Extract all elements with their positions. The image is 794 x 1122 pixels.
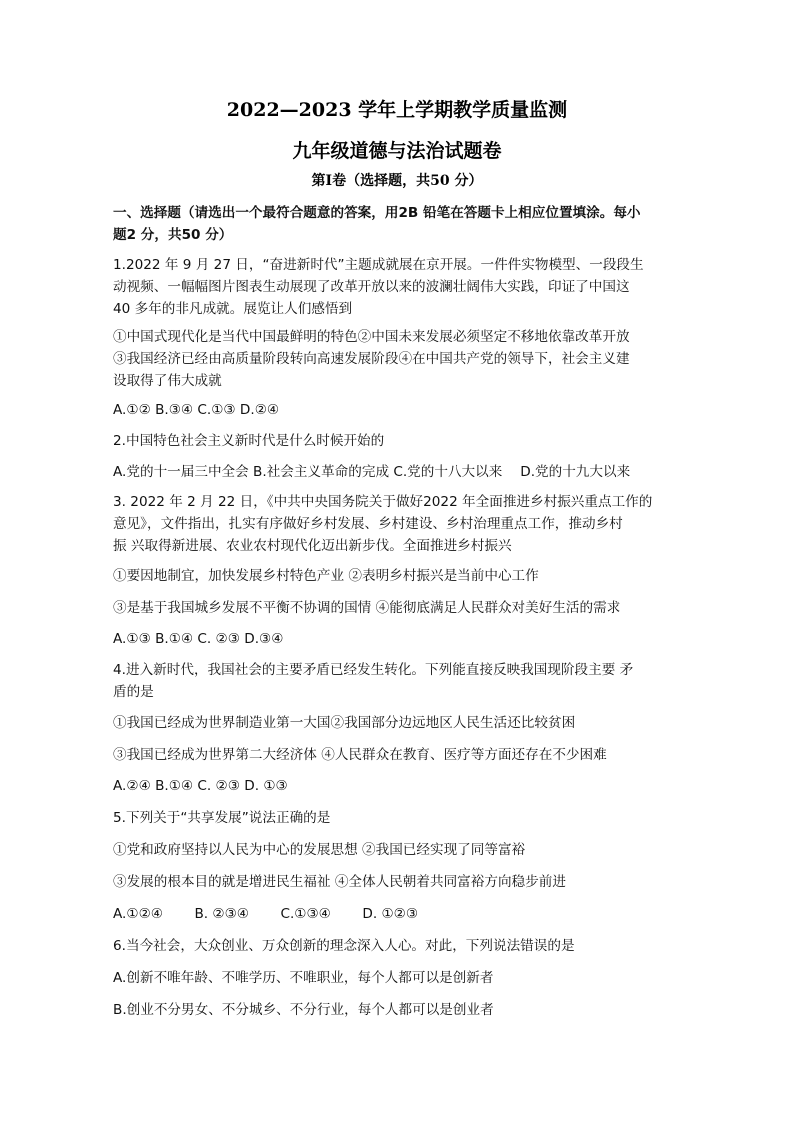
exam-title-line1: 2022—2023 学年上学期教学质量监测 — [226, 99, 568, 121]
question-5-stem: 5.下列关于“共享发展”说法正确的是 — [113, 810, 331, 826]
question-2-options: A.党的十一届三中全会 B.社会主义革命的完成 C.党的十八大以来 D.党的十九大以来 — [113, 464, 631, 480]
question-6-stem: 6.当今社会，大众创业、万众创新的理念深入人心。对此，下列说法错误的是 — [113, 938, 575, 954]
question-1-stem: 动视频、一幅幅图片图表生动展现了改革开放以来的波澜壮阔伟大实践，印证了中国这 — [113, 279, 630, 295]
question-1-statement: ③我国经济已经由高质量阶段转向高速发展阶段④在中国共产党的领导下，社会主义建 — [113, 351, 630, 367]
question-4-statement: ①我国已经成为世界制造业第一大国②我国部分边远地区人民生活还比较贫困 — [113, 715, 576, 731]
question-1-stem: 40 多年的非凡成就。展览让人们感悟到 — [113, 301, 353, 317]
question-3-statement: ①要因地制宜，加快发展乡村特色产业 ②表明乡村振兴是当前中心工作 — [113, 568, 539, 584]
question-4-statement: ③我国已经成为世界第二大经济体 ④人民群众在教育、医疗等方面还存在不少困难 — [113, 747, 607, 763]
question-6-option-b: B.创业不分男女、不分城乡、不分行业，每个人都可以是创业者 — [113, 1002, 494, 1018]
question-3-stem: 意见》，文件指出，扎实有序做好乡村发展、乡村建设、乡村治理重点工作，推动乡村 — [113, 516, 623, 532]
exam-title-line2: 九年级道德与法治试题卷 — [292, 140, 502, 162]
question-4-stem: 盾的是 — [113, 684, 154, 700]
question-4-options: A.②④ B.①④ C. ②③ D. ①③ — [113, 778, 288, 794]
question-3-stem: 3. 2022 年 2 月 22 日，《中共中央国务院关于做好2022 年全面推进乡村振兴重点工作的 — [113, 494, 653, 510]
instructions-line: 一、选择题（请选出一个最符合题意的答案，用2B 铅笔在答题卡上相应位置填涂。每小 — [113, 205, 641, 221]
question-3-stem: 振 兴取得新进展、农业农村现代化迈出新步伐。全面推进乡村振兴 — [113, 538, 512, 554]
question-4-stem: 4.进入新时代，我国社会的主要矛盾已经发生转化。下列能直接反映我国现阶段主要 矛 — [113, 662, 634, 678]
instructions-line: 题2 分，共50 分） — [113, 227, 233, 243]
question-3-options: A.①③ B.①④ C. ②③ D.③④ — [113, 631, 284, 647]
question-5-statement: ①党和政府坚持以人民为中心的发展思想 ②我国已经实现了同等富裕 — [113, 842, 526, 858]
question-2-stem: 2.中国特色社会主义新时代是什么时候开始的 — [113, 433, 385, 449]
question-1-statement: 设取得了伟大成就 — [113, 373, 222, 389]
question-5-statement: ③发展的根本目的就是增进民生福祉 ④全体人民朝着共同富裕方向稳步前进 — [113, 874, 566, 890]
question-1-statement: ①中国式现代化是当代中国最鲜明的特色②中国未来发展必须坚定不移地依靠改革开放 — [113, 329, 630, 345]
section-title: 第Ⅰ卷（选择题，共50 分） — [311, 173, 483, 189]
question-3-statement: ③是基于我国城乡发展不平衡不协调的国情 ④能彻底满足人民群众对美好生活的需求 — [113, 600, 621, 616]
question-5-options: A.①②④ B. ②③④ C.①③④ D. ①②③ — [113, 906, 419, 922]
question-1-stem: 1.2022 年 9 月 27 日，“奋进新时代”主题成就展在京开展。一件件实物模型、一段段生 — [113, 257, 644, 273]
question-1-options: A.①② B.③④ C.①③ D.②④ — [113, 402, 280, 418]
question-6-option-a: A.创新不唯年龄、不唯学历、不唯职业，每个人都可以是创新者 — [113, 970, 494, 986]
